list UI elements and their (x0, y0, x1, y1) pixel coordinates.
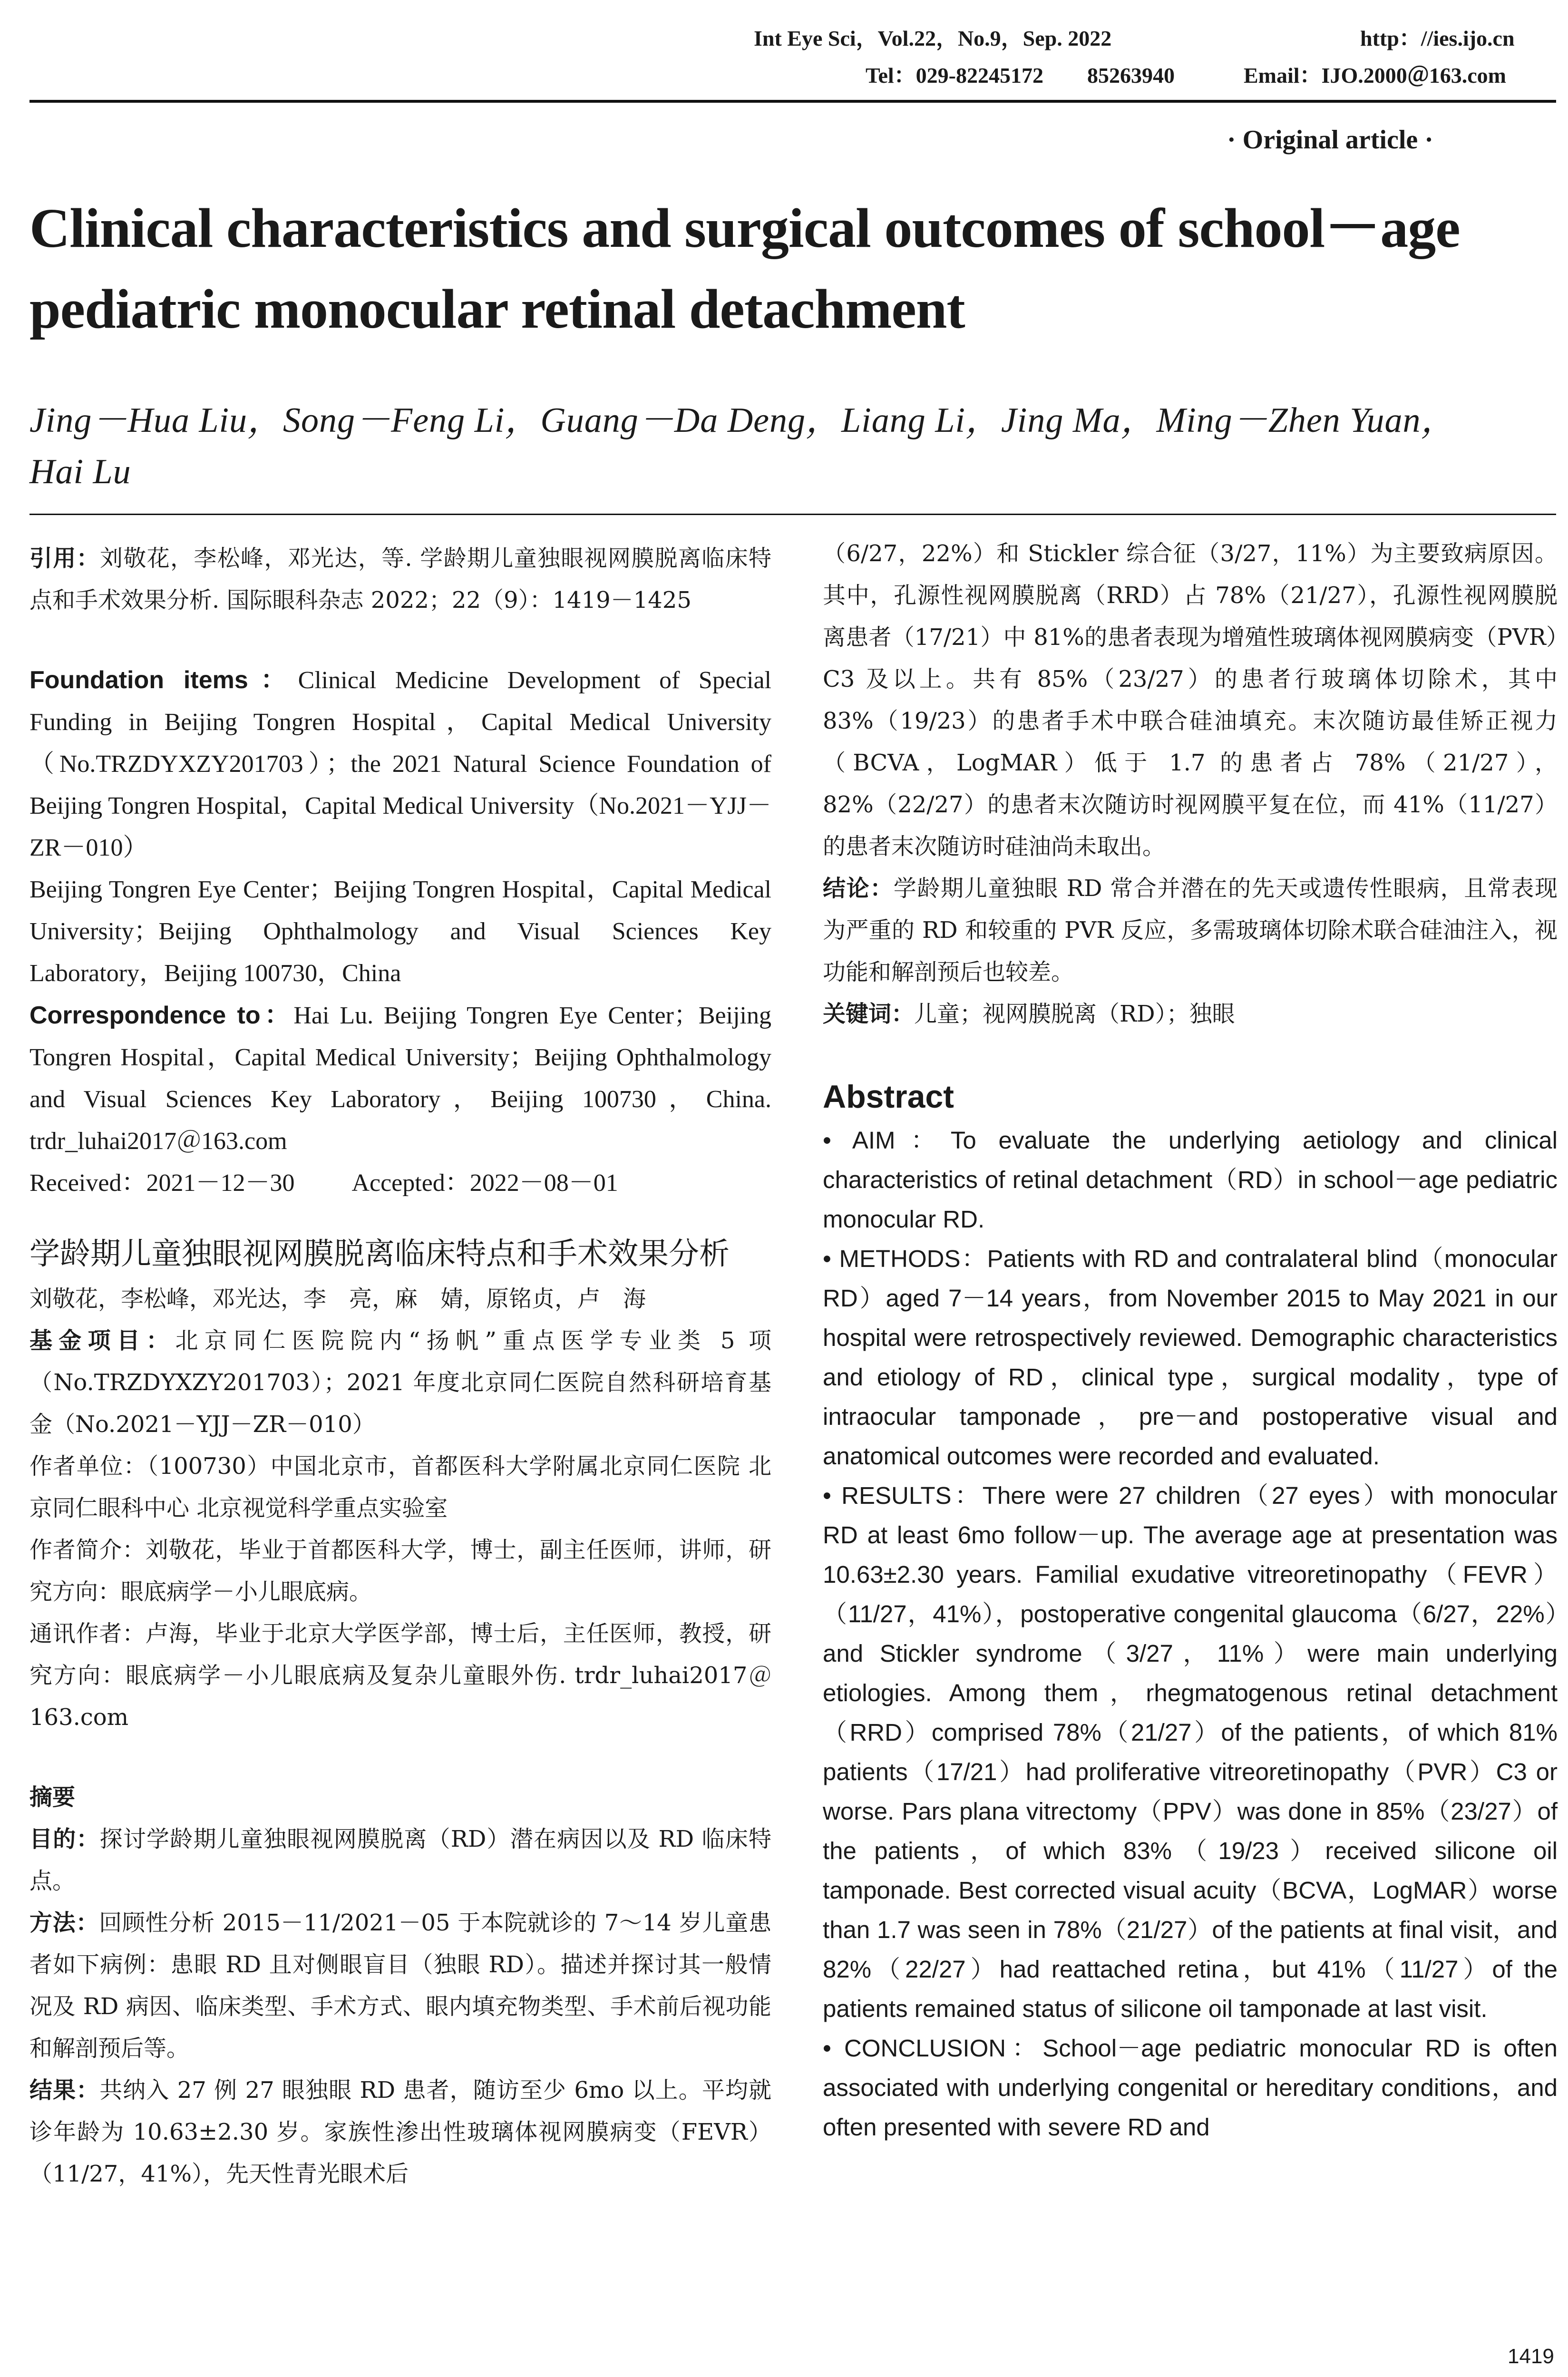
title-line-1: Clinical characteristics and surgical outcomes of school－age (29, 197, 1460, 259)
abstract-cn-result-continued: （6/27，22%）和 Stickler 综合征（3/27，11%）为主要致病原因。其中，孔源性视网膜脱离（RRD）占 78%（21/27），孔源性视网膜脱离患者（17/21）中 81%的患者表现为增殖性玻璃体视网膜病变（PVR）C3 及以上。共有 85%（23/27）的患者行玻璃体切除术，其中 83%（19/23）的患者手术中联合硅油填充。末次随访最佳矫正视力（BCVA，LogMAR）低于 1.7 的患者占 78%（21/27），82%（22/27）的患者末次随访时视网膜平复在位，而 41%（11/27）的患者末次随访时硅油尚未取出。 (823, 540, 1558, 860)
authors-line-1: Jing－Hua Liu，Song－Feng Li，Guang－Da Deng，Liang Li，Jing Ma，Ming－Zhen Yuan， (29, 401, 1457, 440)
abstract-cn-heading: 摘要 (29, 1784, 76, 1811)
author-list (29, 395, 1561, 497)
journal-website: http：//ies.ijo.cn (1360, 26, 1515, 50)
title-rule (29, 514, 1556, 515)
authors-line-2: Hai Lu (29, 452, 131, 491)
journal-email: Email：IJO.2000＠163.com (1244, 63, 1506, 88)
abstract-conclusion: • CONCLUSION：School－age pediatric monocular RD is often associated with underlying congenital or hereditary conditions，and often presented with severe RD and (823, 2035, 1558, 2141)
citation: 引用：刘敬花，李松峰，邓光达，等. 学龄期儿童独眼视网膜脱离临床特点和手术效果分析. 国际眼科杂志 2022；22（9）：1419－1425 (29, 545, 771, 614)
correspondence: Correspondence to：Hai Lu. Beijing Tongren Eye Center；Beijing Tongren Hospital，Capital Medical University；Beijing Ophthalmology and Visual Sciences Key Laboratory，Beijing 100730，China. trdr_luhai2017＠163.com (29, 1002, 771, 1155)
header-rule (29, 100, 1556, 103)
right-column (823, 533, 1558, 2147)
foundation-items: Foundation items：Clinical Medicine Development of Special Funding in Beijing Tongren Hospital，Capital Medical University（No.TRZDYXZY201703）；the 2021 Natural Science Foundation of Beijing Tongren Hospital，Capital Medical University（No.2021－YJJ－ZR－010） (29, 666, 771, 861)
abstract-results: • RESULTS：There were 27 children（27 eyes）with monocular RD at least 6mo follow－up. The average age at presentation was 10.63±2.30 years. Familial exudative vitreoretinopathy（FEVR）（11/27，41%），postoperative congenital glaucoma（6/27，22%）and Stickler syndrome（3/27，11%）were main underlying etiologies. Among them，rhegmatogenous retinal detachment（RRD）comprised 78%（21/27）of the patients，of which 81% patients（17/21）had proliferative vitreoretinopathy（PVR）C3 or worse. Pars plana vitrectomy（PPV）was done in 85%（23/27）of the patients，of which 83%（19/23）received silicone oil tamponade. Best corrected visual acuity（BCVA，LogMAR）worse than 1.7 was seen in 78%（21/27）of the patients at final visit，and 82%（22/27）had reattached retina，but 41%（11/27）of the patients remained status of silicone oil tamponade at last visit. (823, 1482, 1558, 2022)
dates (29, 1162, 771, 1204)
chinese-title: 学龄期儿童独眼视网膜脱离临床特点和手术效果分析 (29, 1237, 730, 1272)
accepted-date: Accepted：2022－08－01 (351, 1169, 618, 1197)
abstract-methods: • METHODS：Patients with RD and contralateral blind（monocular RD）aged 7－14 years，from November 2015 to May 2021 in our hospital were retrospectively reviewed. Demographic characteristics and etiology of RD，clinical type，surgical modality，type of intraocular tamponade，pre－and postoperative visual and anatomical outcomes were recorded and evaluated. (823, 1245, 1558, 1470)
title-line-2: pediatric monocular retinal detachment (29, 278, 965, 340)
journal-citation: Int Eye Sci，Vol.22，No.9，Sep. 2022 (754, 26, 1112, 50)
abstract-aim: • AIM：To evaluate the underlying aetiology and clinical characteristics of retinal detachment（RD）in school－age pediatric monocular RD. (823, 1127, 1558, 1233)
left-column (29, 537, 771, 2195)
article-type: · Original article · (1227, 125, 1433, 155)
abstract-heading: Abstract (823, 1079, 954, 1115)
author-unit: 作者单位：（100730）中国北京市，首都医科大学附属北京同仁医院 北京同仁眼科中心 北京视觉科学重点实验室 (29, 1453, 771, 1521)
article-title (29, 188, 1561, 350)
chinese-authors: 刘敬花，李松峰，邓光达，李 亮，麻 婧，原铭贞，卢 海 (29, 1286, 646, 1312)
received-date: Received：2021－12－30 (29, 1169, 295, 1197)
abstract-cn-aim: 目的：探讨学龄期儿童独眼视网膜脱离（RD）潜在病因以及 RD 临床特点。 (29, 1826, 771, 1894)
author-bio: 作者简介：刘敬花，毕业于首都医科大学，博士，副主任医师，讲师，研究方向：眼底病学－小儿眼底病。 (29, 1537, 771, 1605)
affiliation: Beijing Tongren Eye Center；Beijing Tongren Hospital，Capital Medical University；Beijing Ophthalmology and Visual Sciences Key Laboratory，Beijing 100730，China (29, 876, 771, 987)
journal-tel: Tel：029-82245172 85263940 (866, 63, 1175, 88)
keywords-cn: 关键词：儿童；视网膜脱离（RD）；独眼 (823, 1001, 1235, 1027)
fund-items: 基金项目：北京同仁医院院内“扬帆”重点医学专业类 5 项（No.TRZDYXZY201703）；2021 年度北京同仁医院自然科研培育基金（No.2021－YJJ－ZR－010） (29, 1327, 771, 1438)
abstract-cn-method: 方法：回顾性分析 2015－11/2021－05 于本院就诊的 7～14 岁儿童患者如下病例：患眼 RD 且对侧眼盲目（独眼 RD）。描述并探讨其一般情况及 RD 病因、临床类型、手术方式、眼内填充物类型、手术前后视功能和解剖预后等。 (29, 1909, 771, 2062)
abstract-cn-conclusion: 结论：学龄期儿童独眼 RD 常合并潜在的先天或遗传性眼病，且常表现为严重的 RD 和较重的 PVR 反应，多需玻璃体切除术联合硅油注入，视功能和解剖预后也较差。 (823, 875, 1558, 985)
abstract-cn-result: 结果：共纳入 27 例 27 眼独眼 RD 患者，随访至少 6mo 以上。平均就诊年龄为 10.63±2.30 岁。家族性渗出性玻璃体视网膜病变（FEVR）（11/27，41%），先天性青光眼术后 (29, 2077, 771, 2187)
corresponding-author-cn: 通讯作者：卢海，毕业于北京大学医学部，博士后，主任医师，教授，研究方向：眼底病学－小儿眼底病及复杂儿童眼外伤. trdr_luhai2017＠163.com (29, 1620, 771, 1731)
page-number: 1419 (1508, 2345, 1554, 2368)
